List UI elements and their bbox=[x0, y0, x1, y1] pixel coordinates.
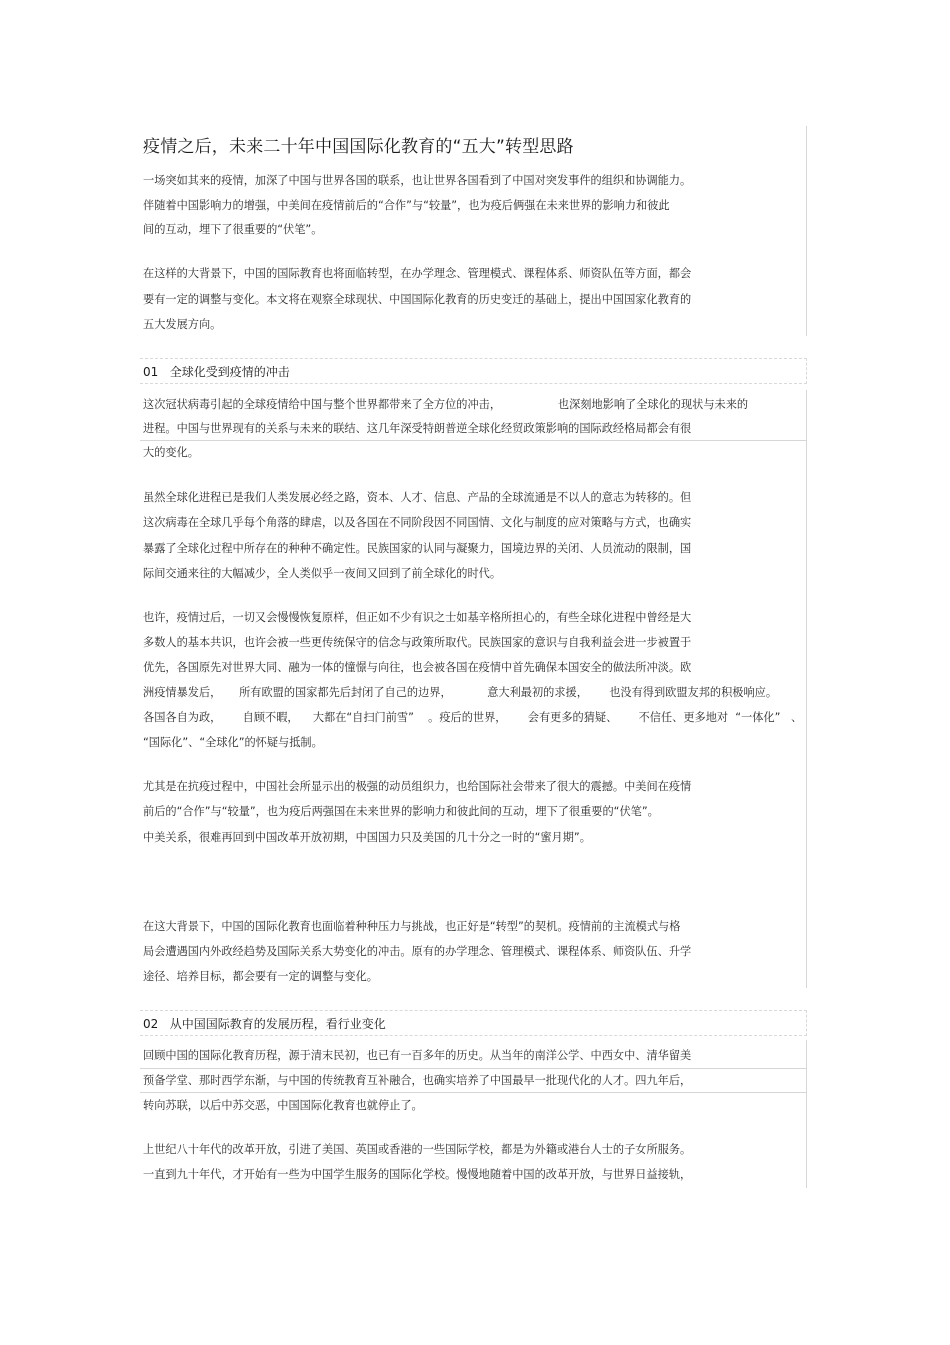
section-1-line: 尤其是在抗疫过程中，中国社会所显示出的极强的动员组织力，也给国际社会带来了很大的震撼。中美间在疫情 bbox=[143, 780, 692, 793]
section-1-line: 进程。中国与世界现有的关系与未来的联结、这几年深受特朗普逆全球化经贸政策影响的国际政经格局都会有很 bbox=[143, 422, 692, 435]
right-margin-rule-mid bbox=[806, 390, 807, 988]
intro-line: 一场突如其来的疫情，加深了中国与世界各国的联系，也让世界各国看到了中国对突发事件的组织和协调能力。 bbox=[143, 174, 692, 187]
section-2-line: 转向苏联，以后中苏交恶，中国国际化教育也就停止了。 bbox=[143, 1099, 423, 1112]
section-1-line: 洲疫情暴发后， 所有欧盟的国家都先后封闭了自己的边界， 意大利最初的求援， 也没有得到欧盟友邦的积极响应。 bbox=[143, 686, 778, 699]
section-2-line: 一直到九十年代，才开始有一些为中国学生服务的国际化学校。慢慢地随着中国的改革开放，与世界日益接轨， bbox=[143, 1168, 692, 1181]
intro-line: 五大发展方向。 bbox=[143, 318, 222, 331]
intro-line: 间的互动，埋下了很重要的“伏笔”。 bbox=[143, 223, 323, 236]
document-title: 疫情之后，未来二十年中国国际化教育的“五大”转型思路 bbox=[143, 137, 574, 157]
section-1-heading: 01 全球化受到疫情的冲击 bbox=[143, 365, 290, 379]
row-divider bbox=[140, 440, 806, 441]
section-1-line: 虽然全球化进程已是我们人类发展必经之路，资本、人才、信息、产品的全球流通是不以人的意志为转移的。但 bbox=[143, 491, 692, 504]
section-1-line: 在这大背景下，中国的国际化教育也面临着种种压力与挑战，也正好是“转型”的契机。疫情前的主流模式与格 bbox=[143, 920, 681, 933]
right-margin-rule-bottom bbox=[806, 1040, 807, 1188]
section-2-line: 回顾中国的国际化教育历程，源于清末民初，也已有一百多年的历史。从当年的南洋公学、中西女中、清华留美 bbox=[143, 1049, 692, 1062]
section-1-line: 暴露了全球化过程中所存在的种种不确定性。民族国家的认同与凝聚力，国境边界的关闭、人员流动的限制，国 bbox=[143, 542, 692, 555]
intro-line: 伴随着中国影响力的增强，中美间在疫情前后的“合作”与“较量”，也为疫后俩强在未来世界的影响力和彼此 bbox=[143, 199, 670, 212]
section-1-line: 也许，疫情过后，一切又会慢慢恢复原样，但正如不少有识之士如基辛格所担心的，有些全球化进程中曾经是大 bbox=[143, 611, 692, 624]
section-1-line: “国际化”、“全球化”的怀疑与抵制。 bbox=[143, 736, 323, 749]
section-1-line: 优先，各国原先对世界大同、融为一体的憧憬与向往，也会被各国在疫情中首先确保本国安全的做法所冲淡。欧 bbox=[143, 661, 692, 674]
section-1-line: 局会遭遇国内外政经趋势及国际关系大势变化的冲击。原有的办学理念、管理模式、课程体系、师资队伍、升学 bbox=[143, 945, 692, 958]
section-1-line: 这次冠状病毒引起的全球疫情给中国与整个世界都带来了全方位的冲击， 也深刻地影响了全球化的现状与未来的 bbox=[143, 398, 749, 411]
section-1-line: 前后的“合作”与“较量”，也为疫后两强国在未来世界的影响力和彼此间的互动，埋下了很重要的“伏笔”。 bbox=[143, 805, 659, 818]
intro-line: 在这样的大背景下，中国的国际教育也将面临转型，在办学理念、管理模式、课程体系、师资队伍等方面，都会 bbox=[143, 267, 692, 280]
intro-line: 要有一定的调整与变化。本文将在观察全球现状、中国国际化教育的历史变迁的基础上，提出中国国家化教育的 bbox=[143, 293, 692, 306]
section-2-heading: 02 从中国国际教育的发展历程，看行业变化 bbox=[143, 1017, 386, 1031]
section-1-line: 途径、培养目标，都会要有一定的调整与变化。 bbox=[143, 970, 378, 983]
section-1-line: 中美关系，很难再回到中国改革开放初期，中国国力只及美国的几十分之一时的“蜜月期”。 bbox=[143, 831, 591, 844]
right-margin-rule-top bbox=[806, 126, 807, 336]
section-1-line: 各国各自为政， 自顾不暇， 大都在“自扫门前雪” 。疫后的世界， 会有更多的猜疑、 不信任、更多地对 “一体化” 、 bbox=[143, 711, 803, 724]
section-1-line: 多数人的基本共识，也许会被一些更传统保守的信念与政策所取代。民族国家的意识与自我利益会进一步被置于 bbox=[143, 636, 692, 649]
section-1-line: 这次病毒在全球几乎每个角落的肆虐，以及各国在不同阶段因不同国情、文化与制度的应对策略与方式，也确实 bbox=[143, 516, 692, 529]
section-1-line: 大的变化。 bbox=[143, 446, 199, 459]
section-1-line: 际间交通来往的大幅减少，全人类似乎一夜间又回到了前全球化的时代。 bbox=[143, 567, 502, 580]
row-divider bbox=[140, 1092, 806, 1093]
section-2-line: 上世纪八十年代的改革开放，引进了美国、英国或香港的一些国际学校，都是为外籍或港台人士的子女所服务。 bbox=[143, 1143, 692, 1156]
section-2-line: 预备学堂、那时西学东渐，与中国的传统教育互补融合，也确实培养了中国最早一批现代化的人才。四九年后， bbox=[143, 1074, 692, 1087]
row-divider bbox=[140, 1068, 806, 1069]
